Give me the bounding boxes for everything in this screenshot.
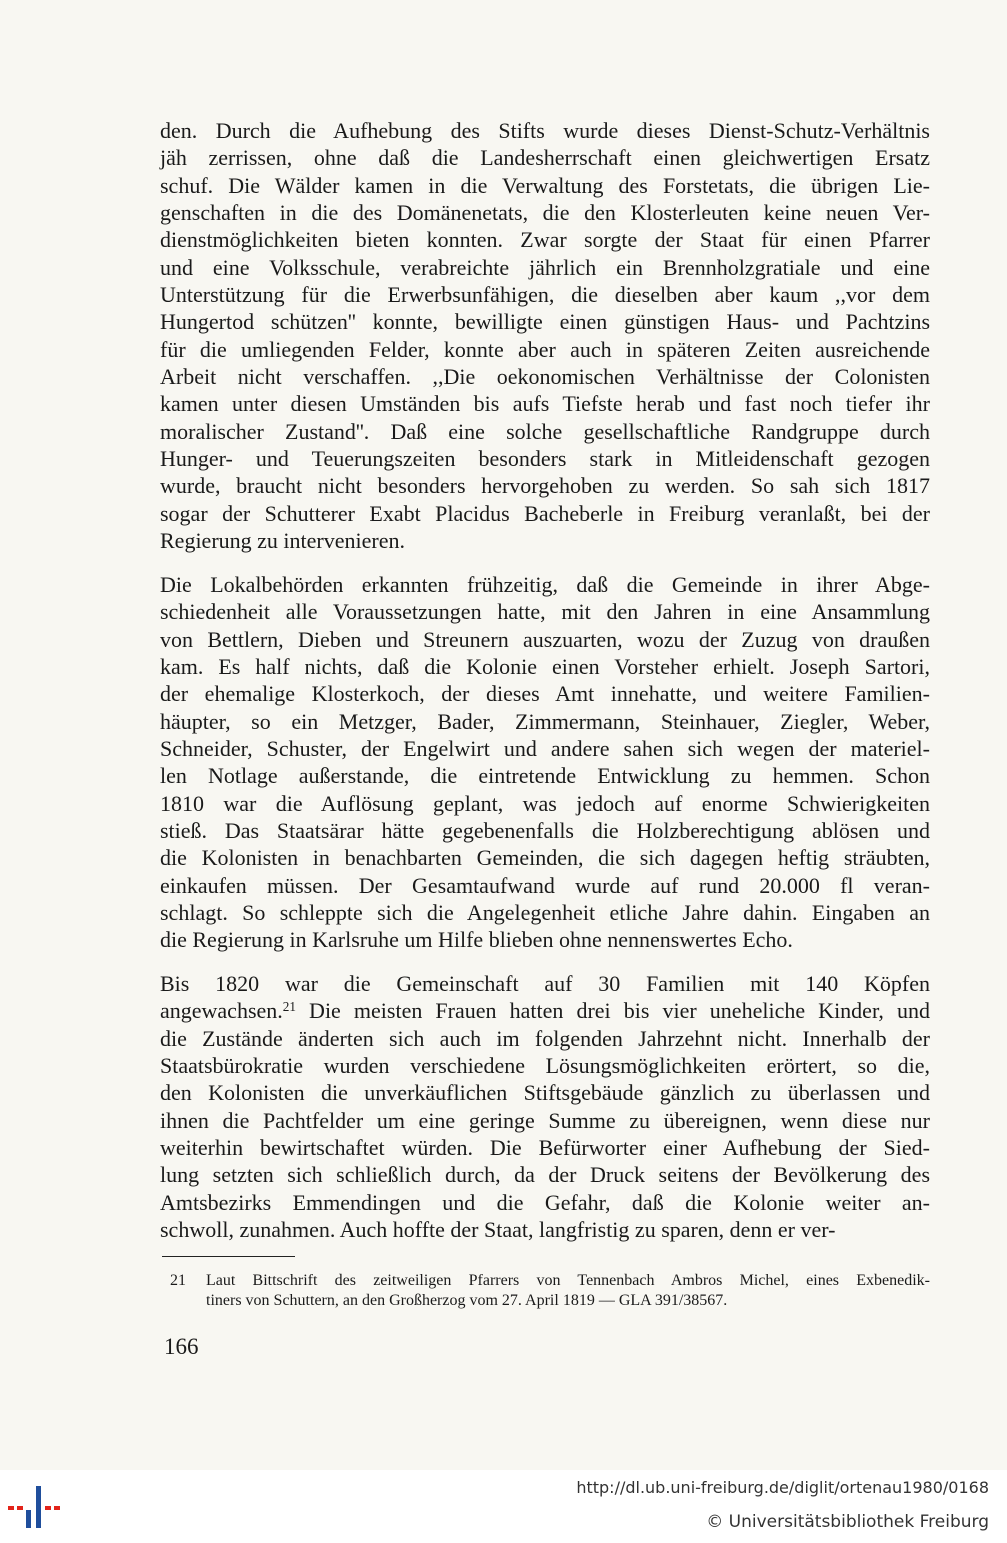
footnote-line: tiners von Schuttern, an den Großherzog vom 27. April 1819 — GLA 391/38567.: [206, 1292, 728, 1309]
text-line: von Bettlern, Dieben und Streunern auszuarten, wozu der Zuzug von draußen: [160, 626, 930, 652]
text-line: kamen unter diesen Umständen bis aufs Tiefste herab und fast noch tiefer ihr: [160, 391, 930, 417]
text-line: stieß. Das Staatsärar hätte gegebenenfalls die Holzberechtigung ablösen und: [160, 818, 930, 844]
text-line: wurde, braucht nicht besonders hervorgehoben zu werden. So sah sich 1817: [160, 473, 930, 499]
text-line: Amtsbezirks Emmendingen und die Gefahr, daß die Kolonie weiter an-: [160, 1189, 930, 1215]
text-line: die Zustände änderten sich auch im folgenden Jahrzehnt nicht. Innerhalb der: [160, 1025, 930, 1051]
text-line: Unterstützung für die Erwerbsunfähigen, die dieselben aber kaum ,,vor dem: [160, 282, 930, 308]
text-line: ihnen die Pachtfelder um eine geringe Summe zu übereignen, wenn diese nur: [160, 1107, 930, 1133]
text-line: dienstmöglichkeiten bieten konnten. Zwar sorgte der Staat für einen Pfarrer: [160, 227, 930, 253]
text-line: moralischer Zustand''. Daß eine solche gesellschaftliche Randgruppe durch: [160, 418, 930, 444]
text-line: Hunger- und Teuerungszeiten besonders stark in Mitleidenschaft gezogen: [160, 446, 930, 472]
footnote-text: [206, 1271, 930, 1311]
text-segment: angewachsen.: [160, 998, 283, 1024]
text-line: den Kolonisten die unverkäuflichen Stiftsgebäude gänzlich zu überlassen und: [160, 1080, 930, 1106]
text-line: genschaften in die des Domänenetats, die den Klosterleuten keine neuen Ver-: [160, 200, 930, 226]
text-line: jäh zerrissen, ohne daß die Landesherrschaft einen gleichwertigen Ersatz: [160, 145, 930, 171]
footnote-number: 21: [170, 1272, 186, 1289]
body-paragraph: [160, 571, 930, 954]
text-line: den. Durch die Aufhebung des Stifts wurde dieses Dienst-Schutz-Verhältnis: [160, 118, 930, 143]
text-line: weiterhin bewirtschaftet würden. Die Befürworter einer Aufhebung der Sied-: [160, 1135, 930, 1161]
text-line: Die Lokalbehörden erkannten frühzeitig, daß die Gemeinde in ihrer Abge-: [160, 572, 930, 597]
ub-freiburg-logo-icon: [6, 1484, 62, 1532]
text-line: kam. Es half nichts, daß die Kolonie einen Vorsteher erhielt. Joseph Sartori,: [160, 654, 930, 680]
text-line: Staatsbürokratie wurden verschiedene Lösungsmöglichkeiten erörtert, so die,: [160, 1053, 930, 1079]
permalink-url[interactable]: http://dl.ub.uni-freiburg.de/diglit/ortenau1980/0168: [576, 1478, 989, 1497]
text-line: für die umliegenden Felder, konnte aber auch in späteren Zeiten ausreichende: [160, 336, 930, 362]
text-line: Bis 1820 war die Gemeinschaft auf 30 Familien mit 140 Köpfen: [160, 971, 930, 996]
copyright-notice: © Universitätsbibliothek Freiburg: [706, 1512, 989, 1532]
text-line: Hungertod schützen'' konnte, bewilligte einen günstigen Haus- und Pachtzins: [160, 309, 930, 335]
text-line: einkaufen müssen. Der Gesamtaufwand wurde auf rund 20.000 fl veran-: [160, 872, 930, 898]
text-line: die Regierung in Karlsruhe um Hilfe blieben ohne nennenswertes Echo.: [160, 927, 793, 953]
text-line: schwoll, zunahmen. Auch hoffte der Staat, langfristig zu sparen, denn er ver-: [160, 1217, 836, 1243]
text-line: Arbeit nicht verschaffen. ,,Die oekonomischen Verhältnisse der Colonisten: [160, 364, 930, 390]
text-line: len Notlage außerstande, die eintretende Entwicklung zu hemmen. Schon: [160, 763, 930, 789]
text-line: schiedenheit alle Voraussetzungen hatte, mit den Jahren in eine Ansammlung: [160, 599, 930, 625]
text-line: der ehemalige Klosterkoch, der dieses Amt innehatte, und weitere Familien-: [160, 681, 930, 707]
text-line: schuf. Die Wälder kamen in die Verwaltung des Forstetats, die übrigen Lie-: [160, 172, 930, 198]
footnote-reference[interactable]: 21: [282, 999, 296, 1015]
footnote-separator: [162, 1256, 295, 1257]
text-line: und eine Volksschule, verabreichte jährlich ein Brennholzgratiale und eine: [160, 254, 930, 280]
viewer-footer: [0, 1470, 1007, 1543]
body-paragraph: [160, 117, 930, 555]
text-line: Schneider, Schuster, der Engelwirt und andere sahen sich wegen der materiel-: [160, 736, 930, 762]
text-line: [160, 997, 930, 1024]
page-number: 166: [164, 1334, 199, 1359]
text-line: schlagt. So schleppte sich die Angelegenheit etliche Jahre dahin. Eingaben an: [160, 900, 930, 926]
text-line: Regierung zu intervenieren.: [160, 528, 405, 554]
text-line: sogar der Schutterer Exabt Placidus Bacheberle in Freiburg veranlaßt, bei der: [160, 500, 930, 526]
text-segment: Die meisten Frauen hatten drei bis vier uneheliche Kinder, und: [295, 998, 930, 1024]
text-line: häupter, so ein Metzger, Bader, Zimmermann, Steinhauer, Ziegler, Weber,: [160, 708, 930, 734]
text-line: lung setzten sich schließlich durch, da der Druck seitens der Bevölkerung des: [160, 1162, 930, 1188]
footnote-line: Laut Bittschrift des zeitweiligen Pfarrers von Tennenbach Ambros Michel, eines Exbenedik-: [206, 1272, 930, 1289]
text-line: 1810 war die Auflösung geplant, was jedoch auf enorme Schwierigkeiten: [160, 790, 930, 816]
body-paragraph: [160, 970, 930, 1243]
text-line: die Kolonisten in benachbarten Gemeinden, die sich dagegen heftig sträubten,: [160, 845, 930, 871]
